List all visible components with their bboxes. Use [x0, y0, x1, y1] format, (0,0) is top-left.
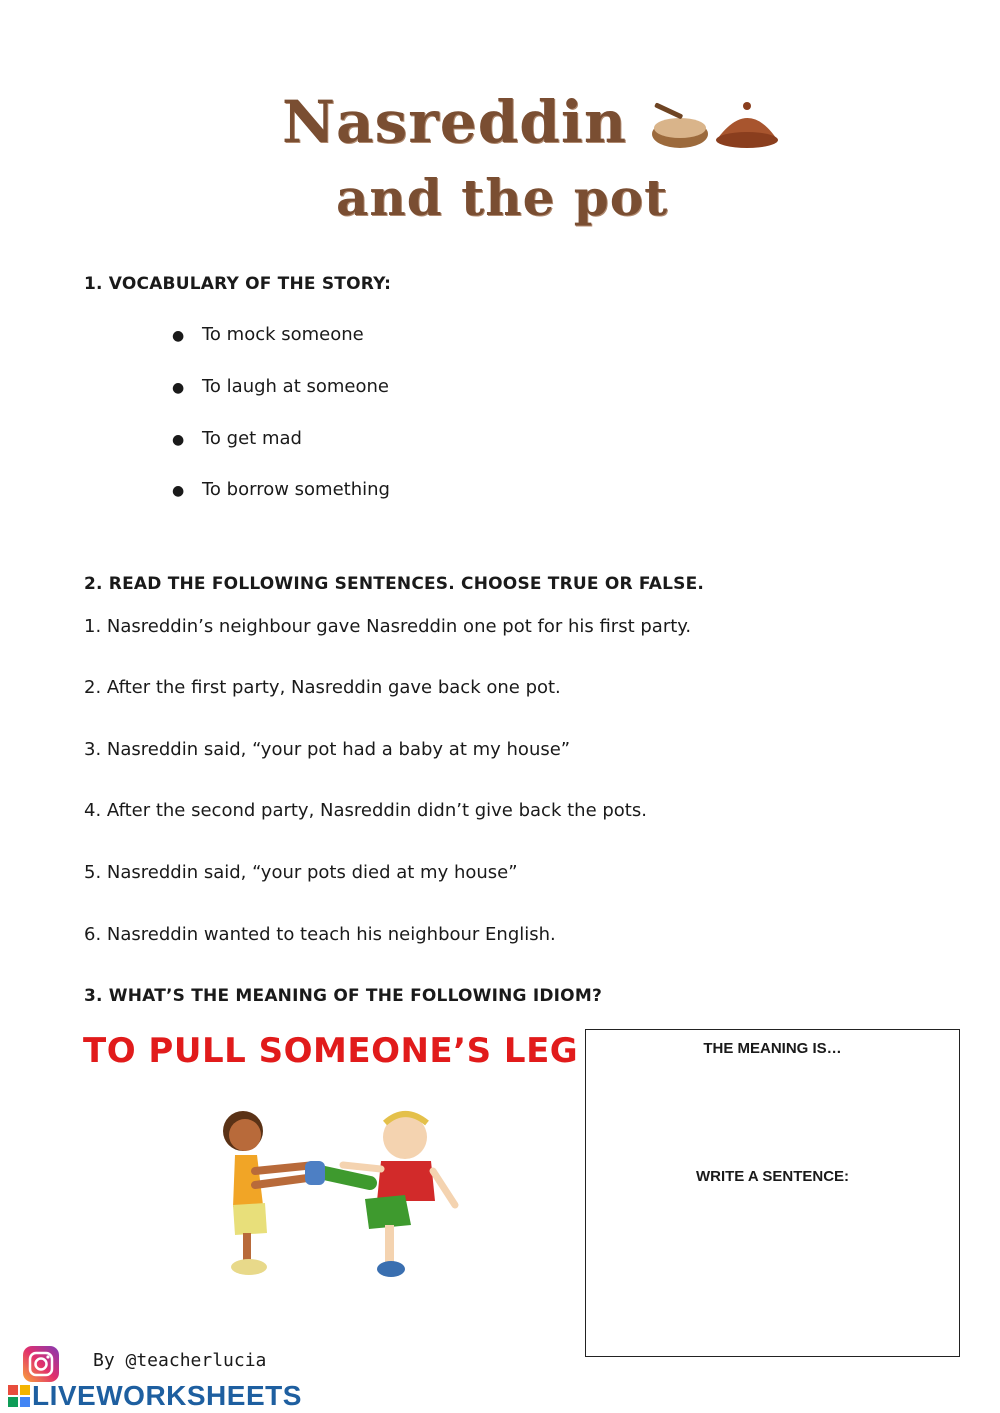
pot-icon — [648, 96, 778, 158]
kids-illustration — [205, 1105, 465, 1290]
brand-text: LIVEWORKSHEETS — [32, 1380, 302, 1411]
answer-box[interactable] — [585, 1029, 960, 1357]
byline: By @teacherlucia — [93, 1350, 267, 1371]
section-2-heading: 2. READ THE FOLLOWING SENTENCES. CHOOSE TRUE OR FALSE. — [84, 574, 705, 594]
sentence: 5. Nasreddin said, “your pots died at my house” — [84, 862, 518, 883]
liveworksheets-logo-icon — [8, 1385, 30, 1407]
sentence: 3. Nasreddin said, “your pot had a baby at my house” — [84, 739, 571, 760]
write-sentence-label: WRITE A SENTENCE: — [695, 1168, 850, 1185]
section-3-heading: 3. WHAT’S THE MEANING OF THE FOLLOWING IDIOM? — [84, 986, 603, 1006]
sentence: 6. Nasreddin wanted to teach his neighbour English. — [84, 924, 556, 945]
section-1-heading: 1. VOCABULARY OF THE STORY: — [84, 274, 392, 294]
instagram-icon — [22, 1345, 60, 1383]
vocab-item: ● To mock someone — [172, 324, 364, 345]
vocab-item: ● To get mad — [172, 428, 302, 449]
title-line-2: and the pot — [336, 168, 669, 227]
sentence: 4. After the second party, Nasreddin didn’t give back the pots. — [84, 800, 647, 821]
sentence: 1. Nasreddin’s neighbour gave Nasreddin one pot for his first party. — [84, 616, 692, 637]
vocab-item: ● To borrow something — [172, 479, 390, 500]
sentence: 2. After the first party, Nasreddin gave back one pot. — [84, 677, 561, 698]
vocab-item: ● To laugh at someone — [172, 376, 389, 397]
idiom-text: TO PULL SOMEONE’S LEG — [83, 1031, 579, 1071]
title-line-1: Nasreddin — [282, 88, 628, 156]
meaning-label: THE MEANING IS… — [703, 1040, 842, 1057]
